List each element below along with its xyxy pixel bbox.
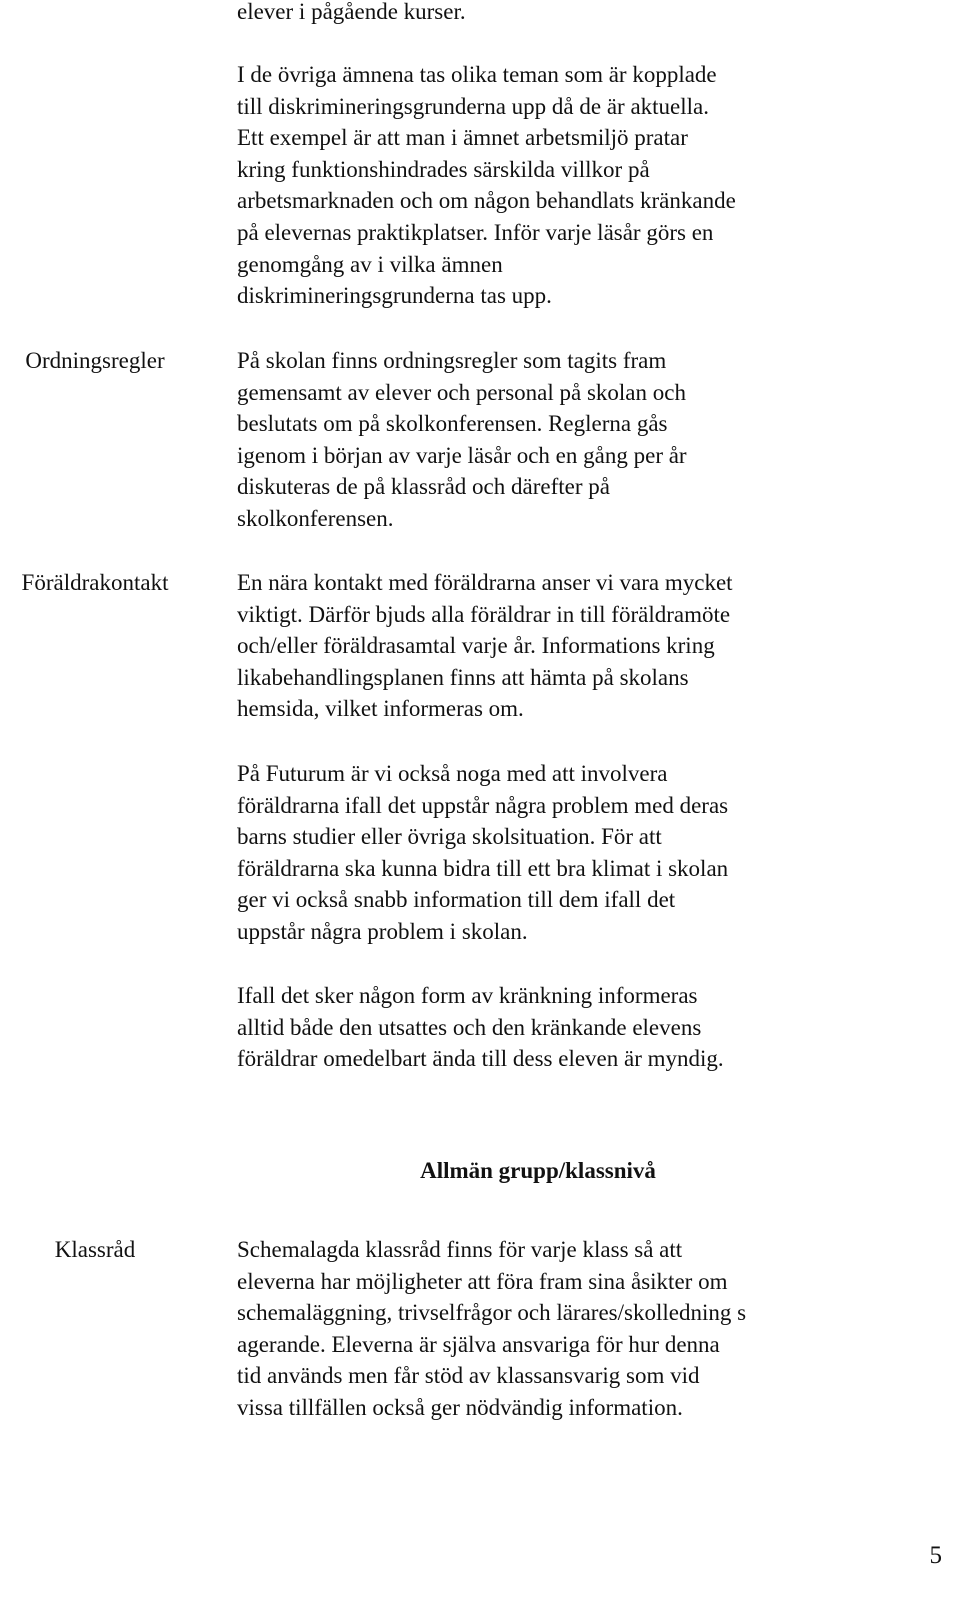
text-line: elever i pågående kurser. (237, 0, 466, 24)
text-line: viktigt. Därför bjuds alla föräldrar in till föräldramöte (237, 601, 731, 627)
text-line: diskuteras de på klassråd och därefter på (237, 474, 610, 500)
text-line: beslutats om på skolkonferensen. Reglerna gås (237, 411, 668, 437)
text-line: ger vi också snabb information till dem ifall det (237, 887, 676, 913)
text-line: igenom i början av varje läsår och en gång per år (237, 442, 687, 468)
text-line: skolkonferensen. (237, 505, 394, 531)
text-line: På skolan finns ordningsregler som tagits fram (237, 348, 667, 373)
text-line: föräldrar omedelbart ända till dess eleven är myndig. (237, 1046, 724, 1072)
intro-paragraph (237, 0, 877, 28)
text-line: Ifall det sker någon form av kränkning informeras (237, 983, 698, 1008)
text-line: gemensamt av elever och personal på skolan och (237, 379, 686, 405)
section-heading: Allmän grupp/klassnivå (420, 1158, 656, 1183)
intro-fragment (237, 0, 877, 28)
text-line: uppstår några problem i skolan. (237, 918, 528, 944)
text-line: föräldrarna ifall det uppstår några problem med deras (237, 792, 729, 818)
text-line: föräldrarna ska kunna bidra till ett bra klimat i skolan (237, 855, 729, 881)
text-line: barns studier eller övriga skolsituation. För att (237, 824, 662, 850)
discrimination-paragraph (237, 59, 877, 312)
text-line: och/eller föräldrasamtal varje år. Informations kring (237, 633, 715, 659)
foraldrakontakt-paragraph-1 (237, 567, 877, 725)
klassrad-section (237, 1234, 877, 1424)
ordningsregler-text (237, 345, 877, 535)
text-line: på elevernas praktikplatser. Inför varje läsår görs en (237, 219, 714, 245)
ordningsregler-section (237, 345, 877, 535)
foraldrakontakt-paragraph-2 (237, 758, 877, 948)
text-line: diskrimineringsgrunderna tas upp. (237, 283, 552, 309)
text-line: På Futurum är vi också noga med att involvera (237, 761, 668, 786)
text-line: eleverna har möjligheter att föra fram sina åsikter om (237, 1268, 728, 1294)
text-line: agerande. Eleverna är själva ansvariga för hur denna (237, 1331, 720, 1357)
foraldrakontakt-section-2 (237, 758, 877, 948)
text-line: arbetsmarknaden och om någon behandlats kränkande (237, 188, 736, 214)
page-number: 5 (929, 1542, 942, 1569)
text-line: En nära kontakt med föräldrarna anser vi vara mycket (237, 570, 733, 595)
text-line: I de övriga ämnena tas olika teman som är kopplade (237, 62, 717, 87)
klassrad-label: Klassråd (54, 1237, 136, 1262)
text-line: alltid både den utsattes och den kränkande elevens (237, 1014, 702, 1040)
text-line: Schemalagda klassråd finns för varje klass så att (237, 1237, 683, 1262)
text-line: tid används men får stöd av klassansvarig som vid (237, 1363, 700, 1389)
text-line: schemaläggning, trivselfrågor och lärares/skolledning s (237, 1300, 747, 1326)
text-line: genomgång av i vilka ämnen (237, 251, 503, 277)
foraldrakontakt-paragraph-3 (237, 980, 877, 1075)
text-line: vissa tillfällen också ger nödvändig information. (237, 1394, 683, 1420)
text-line: till diskrimineringsgrunderna upp då de är aktuella. (237, 93, 710, 119)
text-line: likabehandlingsplanen finns att hämta på skolans (237, 664, 689, 690)
text-line: Ett exempel är att man i ämnet arbetsmiljö pratar (237, 125, 688, 151)
foraldrakontakt-section-3 (237, 980, 877, 1075)
discrimination-text (237, 59, 877, 312)
foraldrakontakt-section (237, 567, 877, 725)
klassrad-text (237, 1234, 877, 1424)
ordningsregler-label: Ordningsregler (25, 348, 165, 373)
foraldrakontakt-label: Föräldrakontakt (21, 570, 169, 595)
text-line: hemsida, vilket informeras om. (237, 696, 524, 722)
text-line: kring funktionshindrades särskilda villkor på (237, 156, 650, 182)
